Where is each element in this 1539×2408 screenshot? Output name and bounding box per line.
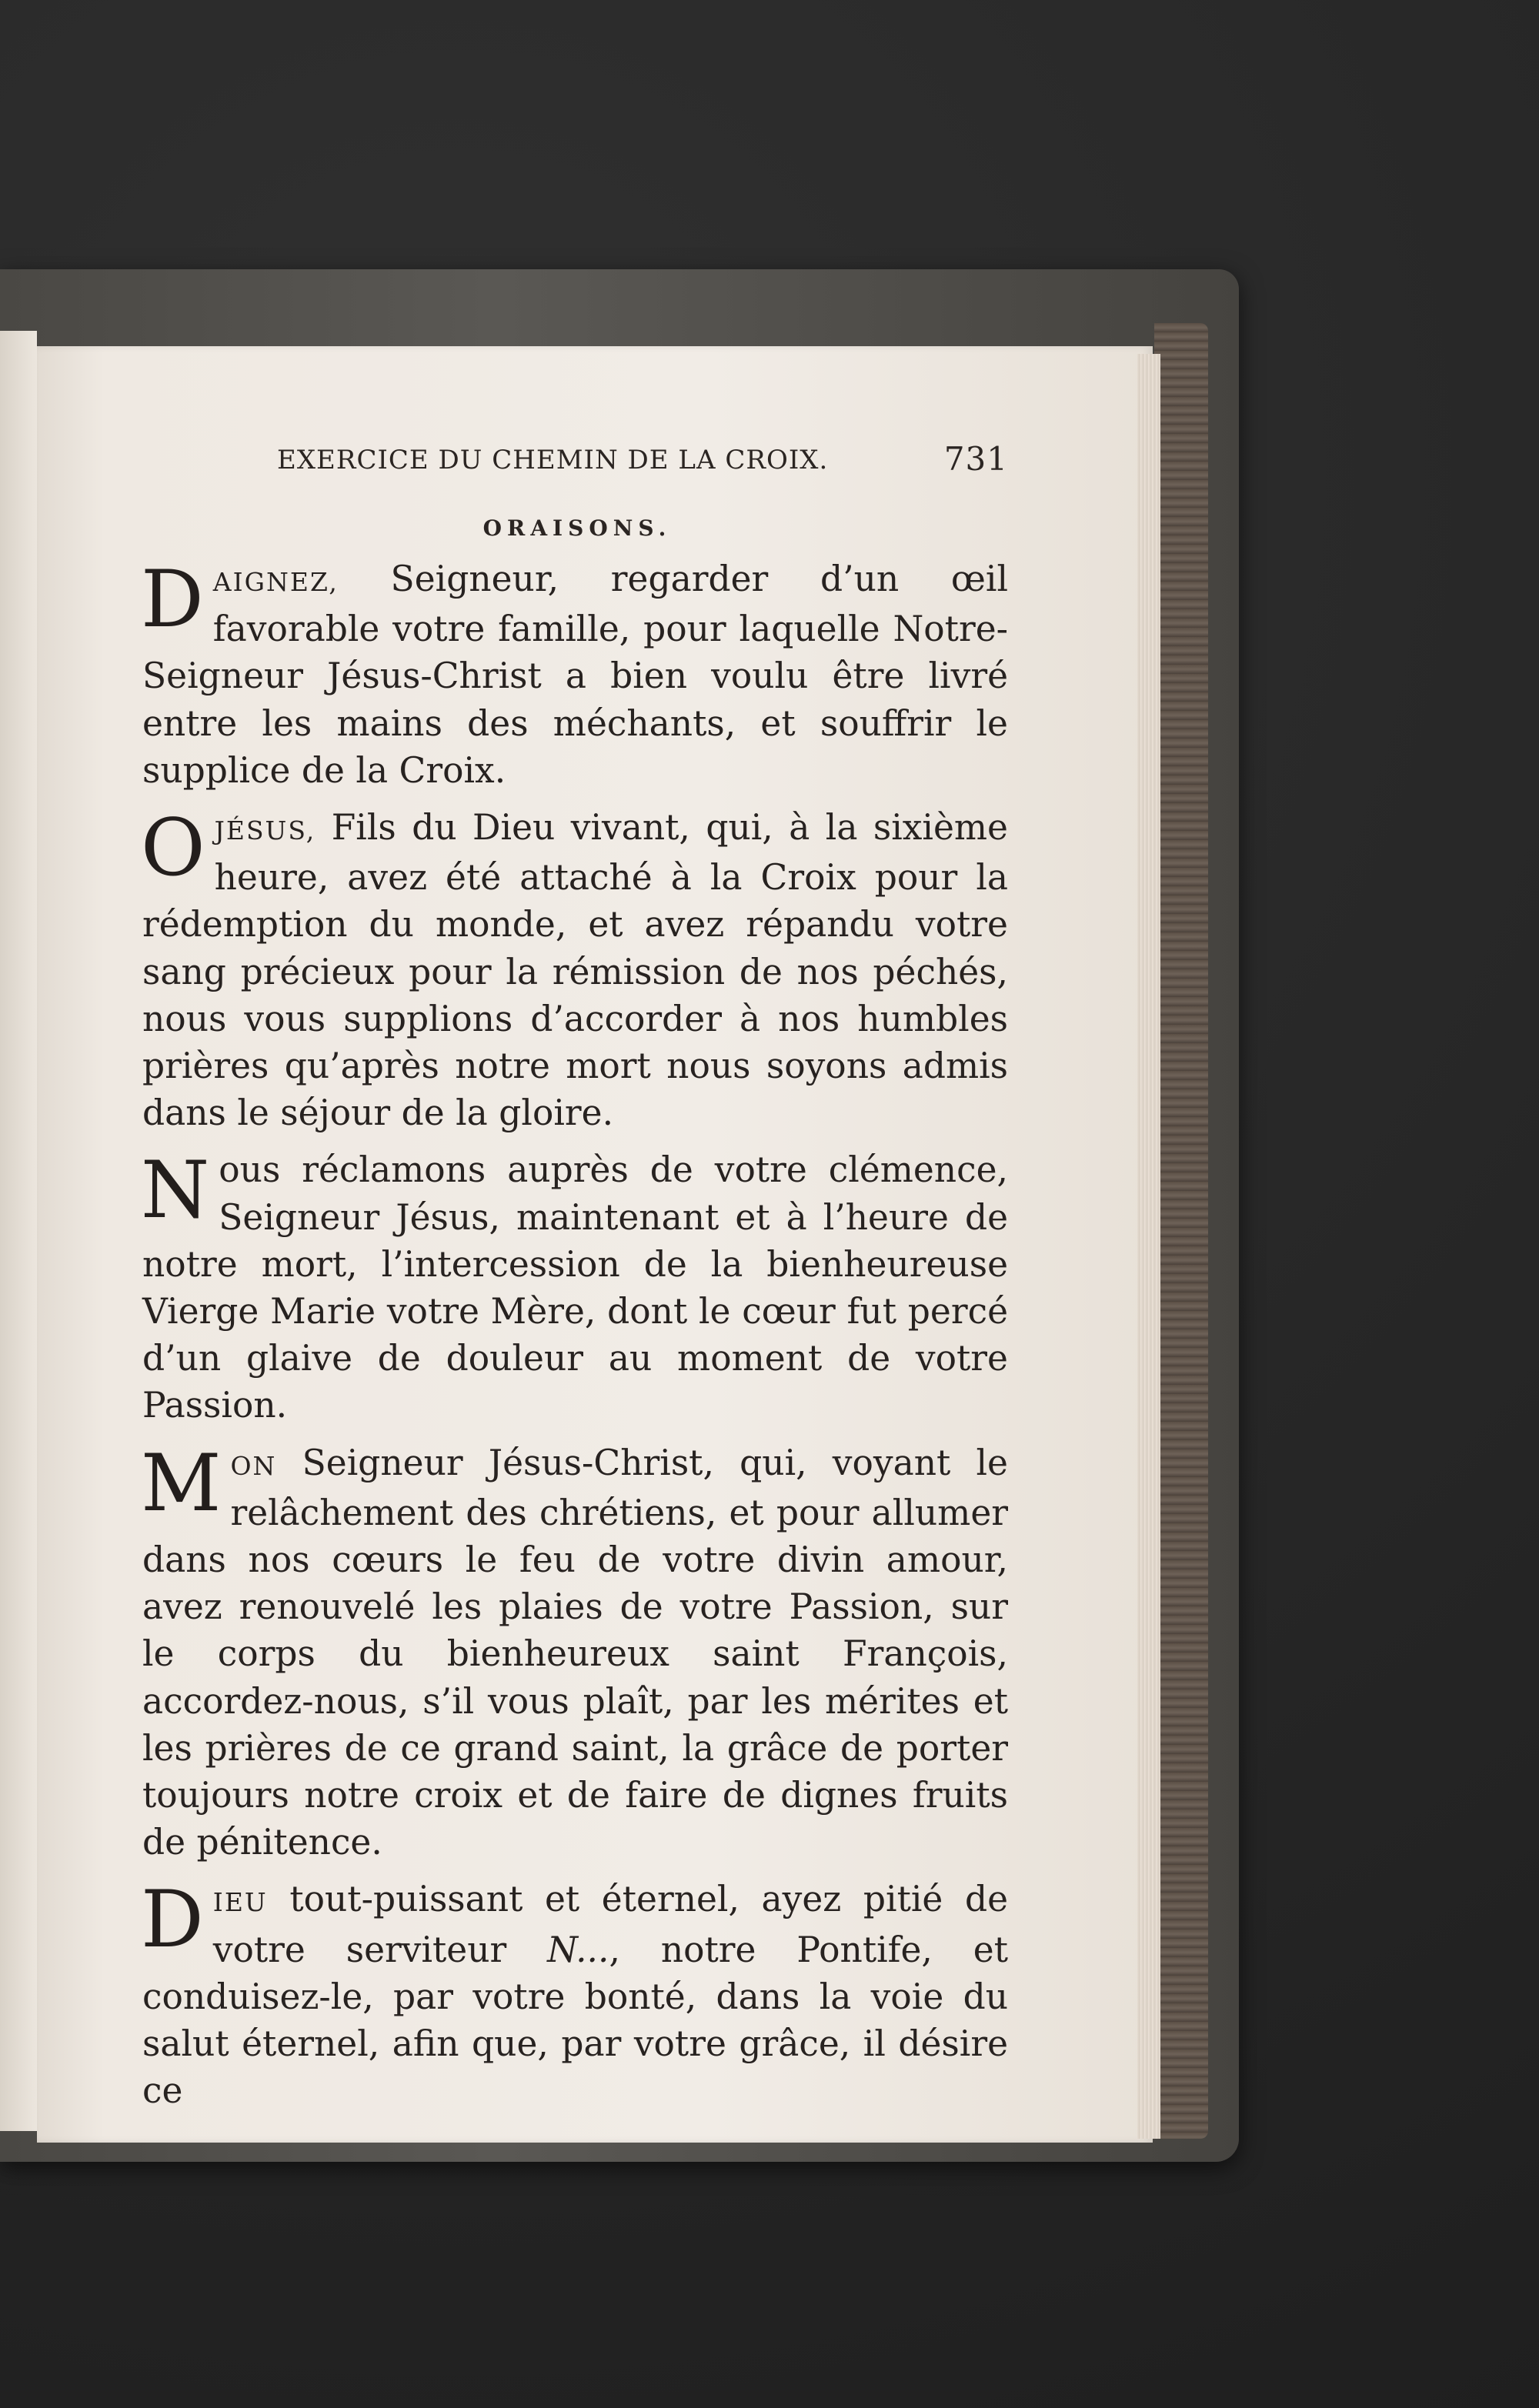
paragraph-text: Seigneur, regarder d’un œil favorable votre famille, pour laquelle Notre-Seigneur Jésus-Christ a bien voulu être livré entre les mains des méchants, et souffrir le supplice de la Croix. <box>142 559 1008 791</box>
drop-cap: D <box>141 554 204 645</box>
drop-cap: N <box>141 1145 210 1237</box>
small-caps-lead: ON <box>230 1450 277 1481</box>
drop-cap: M <box>141 1437 222 1529</box>
italic-name: N... <box>547 1929 609 1970</box>
running-title: EXERCICE DU CHEMIN DE LA CROIX. <box>277 445 829 475</box>
small-caps-lead: IEU <box>212 1887 268 1918</box>
prayer-paragraph <box>142 555 1008 794</box>
paragraph-text: Fils du Dieu vivant, qui, à la sixième heure, avez été attaché à la Croix pour la rédemption du monde, et avez répandu votre sang précieux pour la rémission de nos péchés, nous vous supplions d’accorder à nos humbles prières qu’après notre mort nous soyons admis dans le séjour de la gloire. <box>142 807 1008 1134</box>
small-caps-lead: JÉSUS, <box>214 815 316 846</box>
paragraph-text: tout-puissant et éternel, ayez pitié de votre serviteur <box>212 1879 1008 1970</box>
prayer-paragraph <box>142 804 1008 1136</box>
prayer-paragraph <box>142 1146 1008 1429</box>
left-page-sliver <box>0 331 37 2131</box>
paragraph-text: ous réclamons auprès de votre clémence, Seigneur Jésus, maintenant et à l’heure de notre mort, l’intercession de la bienheureuse Vierge Marie votre Mère, dont le cœur fut percé d’un glaive de douleur au moment de votre Passion. <box>142 1149 1008 1426</box>
drop-cap: D <box>141 1874 204 1966</box>
paragraph-text: Seigneur Jésus-Christ, qui, voyant le relâchement des chrétiens, et pour allumer dans nos cœurs le feu de votre divin amour, avez renouvelé les plaies de votre Passion, sur le corps du bienheureux saint François, accordez-nous, s’il vous plaît, par les mérites et les prières de ce grand saint, la grâce de porter toujours notre croix et de faire de dignes fruits de pénitence. <box>142 1442 1008 1863</box>
body-text <box>142 555 1008 2115</box>
prayer-paragraph <box>142 1876 1008 2114</box>
section-title: ORAISONS. <box>482 515 672 541</box>
cover-spine-edge <box>1154 323 1208 2139</box>
paragraph-text: , notre Pontife, et conduisez-le, par votre bonté, dans la voie du salut éternel, afin que, par votre grâce, il désire ce <box>142 1929 1008 2112</box>
running-header <box>277 440 1008 478</box>
small-caps-lead: AIGNEZ, <box>212 567 339 597</box>
page-block-edge <box>1137 354 1160 2139</box>
prayer-paragraph <box>142 1439 1008 1866</box>
page-number: 731 <box>943 440 1008 478</box>
drop-cap: O <box>141 802 205 895</box>
